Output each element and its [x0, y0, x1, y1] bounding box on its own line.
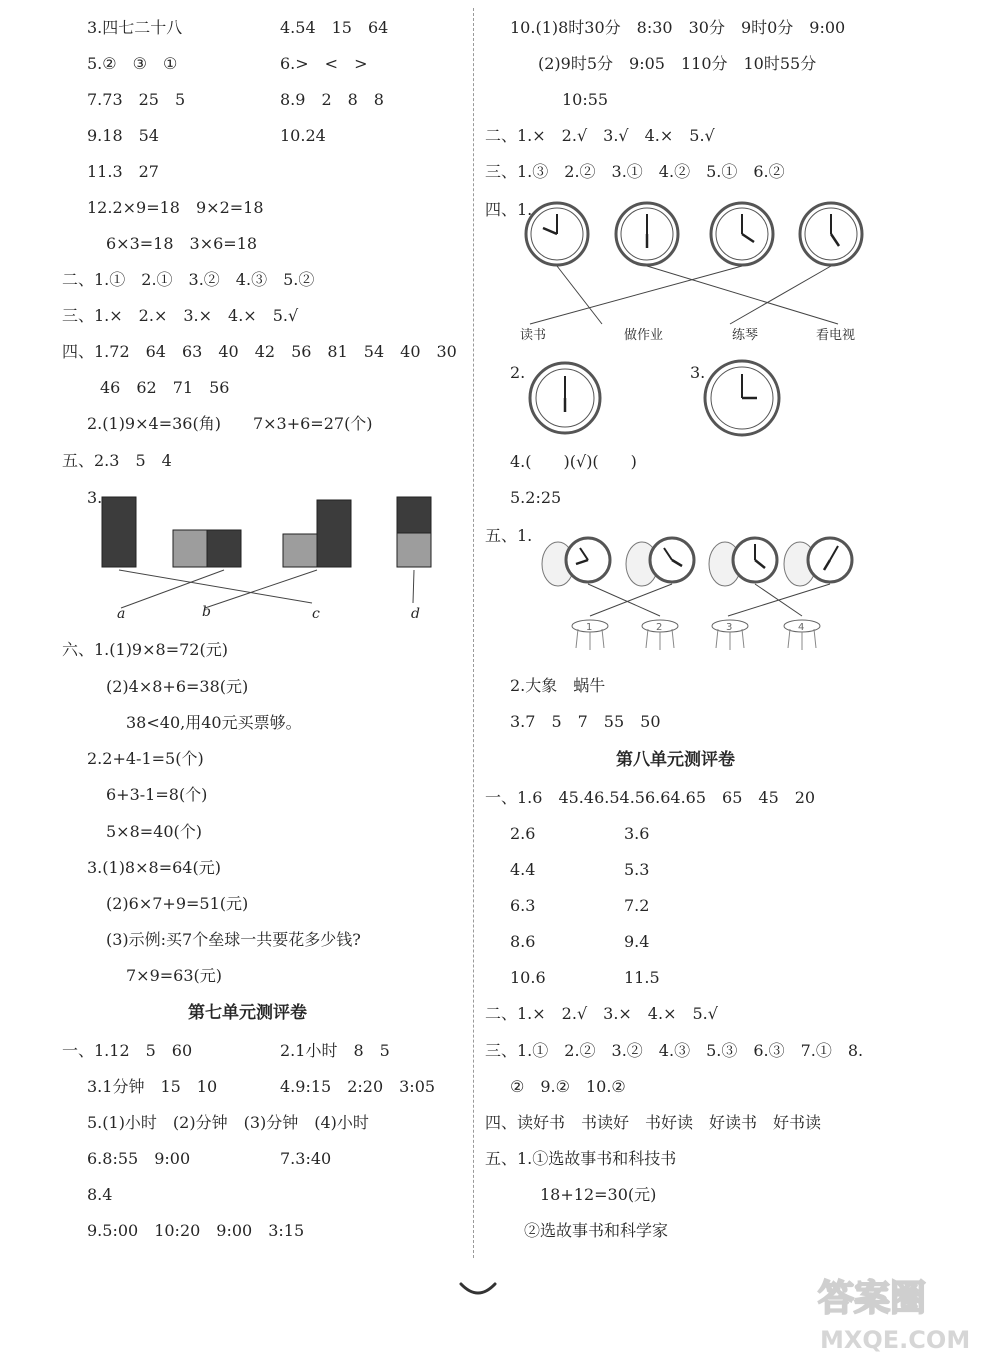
answer-line: 3.(1)8×8=64(元) [87, 858, 221, 877]
answer-line: 2.(1)9×4=36(角) 7×3+6=27(个) [87, 414, 373, 433]
bar-letter: a [117, 606, 126, 622]
clock-icon [526, 203, 588, 265]
answer-line: 四、1.72 64 63 40 42 56 81 54 40 30 [62, 342, 457, 361]
svg-text:MXQE.COM: MXQE.COM [820, 1326, 971, 1354]
match-line [647, 266, 838, 324]
answer-line: 10:55 [562, 90, 609, 109]
bar-c-left [283, 534, 317, 567]
answer-line: 8.6 [510, 932, 536, 951]
bar-d-bottom [397, 533, 431, 567]
answer-line: 7.73 25 5 [87, 90, 186, 109]
match-line [590, 584, 672, 616]
match-line [588, 584, 660, 616]
answer-line: 4.( )(√)( ) [510, 452, 637, 471]
bar-matching-figure [95, 490, 445, 630]
answer-line: ②选故事书和科学家 [524, 1221, 669, 1240]
animal-clock-icon [784, 538, 852, 586]
answer-line: 10.(1)8时30分 8:30 30分 9时0分 9:00 [510, 18, 846, 37]
answer-line: 一、1.6 45.46.54.56.64.65 65 45 20 [485, 788, 816, 807]
question-number: 五、1. [485, 526, 533, 545]
answer-line: 二、1.× 2.√ 3.× 4.× 5.√ [485, 1004, 718, 1023]
stool-icon [784, 620, 820, 650]
answer-line: 六、1.(1)9×8=72(元) [62, 640, 228, 659]
answer-line: (2)4×8+6=38(元) [106, 677, 249, 696]
clock-icon [527, 360, 603, 436]
answer-line: 6.8:55 9:00 [87, 1149, 191, 1168]
svg-text:1: 1 [586, 622, 593, 633]
answer-line: 12.2×9=18 9×2=18 [87, 198, 264, 217]
svg-text:答案圈: 答案圈 [818, 1278, 927, 1319]
answer-line: 三、1.① 2.② 3.② 4.③ 5.③ 6.③ 7.① 8. [485, 1041, 864, 1060]
clock-icon [702, 358, 782, 438]
answer-line: 五、2.3 5 4 [62, 451, 172, 470]
answer-line: 5.② ③ ① [87, 54, 178, 73]
answer-line: 5.2:25 [510, 488, 562, 507]
activity-label: 看电视 [816, 328, 856, 343]
bar-letter: c [312, 606, 320, 622]
answer-line: 7.2 [624, 896, 650, 915]
answer-line: 4.9:15 2:20 3:05 [280, 1077, 436, 1096]
stool-icon [572, 620, 608, 650]
bar-letter: b [202, 604, 211, 620]
question-number: 四、1. [485, 200, 533, 219]
answer-line: 18+12=30(元) [540, 1185, 657, 1204]
answer-line: 一、1.12 5 60 [62, 1041, 193, 1060]
answer-line: 7.3:40 [280, 1149, 332, 1168]
answer-line: 11.5 [624, 968, 660, 987]
answer-line: 三、1.× 2.× 3.× 4.× 5.√ [62, 306, 299, 325]
svg-text:3: 3 [726, 622, 733, 633]
answer-line: 9.4 [624, 932, 650, 951]
answer-line: 3.四七二十八 [87, 18, 183, 37]
answer-line: 8.9 2 8 8 [280, 90, 384, 109]
activity-label: 读书 [520, 328, 547, 343]
clock-matching-figure [520, 196, 880, 346]
watermark-logo-icon [808, 1268, 993, 1358]
answer-line: 5×8=40(个) [106, 822, 203, 841]
answer-line: 5.3 [624, 860, 650, 879]
answer-line: 46 62 71 56 [100, 378, 230, 397]
svg-text:4: 4 [798, 622, 805, 633]
match-line [121, 570, 224, 608]
column-divider [473, 8, 474, 1258]
answer-line: 6×3=18 3×6=18 [106, 234, 258, 253]
bar-letter: d [411, 606, 420, 622]
stool-icon [642, 620, 678, 650]
match-line [728, 584, 830, 616]
activity-label: 练琴 [732, 328, 759, 343]
answer-line: 4.54 15 64 [280, 18, 389, 37]
answer-line: (2)9时5分 9:05 110分 10时55分 [538, 54, 817, 73]
answer-line: 38<40,用40元买票够。 [126, 713, 302, 732]
answer-line: 8.4 [87, 1185, 113, 1204]
answer-line: 2.大象 蜗牛 [510, 676, 606, 695]
answer-line: 2.1小时 8 5 [280, 1041, 390, 1060]
answer-line: 10.6 [510, 968, 546, 987]
answer-line: 5.(1)小时 (2)分钟 (3)分钟 (4)小时 [87, 1113, 369, 1132]
animal-clock-icon [709, 538, 777, 586]
answer-line: 9.18 54 [87, 126, 159, 145]
match-line [205, 570, 317, 608]
bar-b-left [173, 530, 207, 567]
question-number: 3. [87, 488, 103, 507]
answer-line: 7×9=63(元) [126, 966, 223, 985]
bar-d-top [397, 497, 431, 533]
clock-icon [711, 203, 773, 265]
activity-label: 做作业 [624, 328, 664, 343]
animal-clock-icon [542, 538, 610, 586]
clock-icon [616, 203, 678, 265]
answer-line: 6.> < > [280, 54, 368, 73]
match-line [730, 266, 831, 324]
answer-line: 11.3 27 [87, 162, 159, 181]
answer-line: 2.2+4-1=5(个) [87, 749, 204, 768]
answer-line: 四、读好书 书读好 书好读 好读书 好书读 [485, 1113, 822, 1132]
bar-b-right [207, 530, 241, 567]
bar-c-right [317, 500, 351, 567]
match-line [557, 266, 602, 324]
animal-clock-icon [626, 538, 694, 586]
answer-line: 3.7 5 7 55 50 [510, 712, 661, 731]
answer-line: 五、1.①选故事书和科技书 [485, 1149, 677, 1168]
chevron-down-icon [458, 1280, 498, 1300]
unit7-title: 第七单元测评卷 [188, 1003, 307, 1023]
answer-line: 3.1分钟 15 10 [87, 1077, 218, 1096]
answer-line: 二、1.① 2.① 3.② 4.③ 5.② [62, 270, 315, 289]
answer-line: 3.6 [624, 824, 650, 843]
match-line [413, 570, 414, 603]
answer-line: ② 9.② 10.② [510, 1077, 626, 1096]
bar-a [102, 497, 136, 567]
question-number: 2. [510, 363, 526, 382]
animal-clock-matching-figure [530, 528, 870, 658]
answer-line: 三、1.③ 2.② 3.① 4.② 5.① 6.② [485, 162, 785, 181]
clock-icon [800, 203, 862, 265]
answer-line: (2)6×7+9=51(元) [106, 894, 249, 913]
question-number: 3. [690, 363, 706, 382]
svg-text:2: 2 [656, 622, 663, 633]
stool-icon [712, 620, 748, 650]
match-line [530, 266, 742, 324]
answer-line: 2.6 [510, 824, 536, 843]
answer-line: (3)示例:买7个垒球一共要花多少钱? [106, 930, 361, 949]
answer-line: 6+3-1=8(个) [106, 785, 208, 804]
answer-line: 4.4 [510, 860, 536, 879]
answer-line: 10.24 [280, 126, 326, 145]
answer-line: 二、1.× 2.√ 3.√ 4.× 5.√ [485, 126, 715, 145]
answer-line: 9.5:00 10:20 9:00 3:15 [87, 1221, 305, 1240]
answer-line: 6.3 [510, 896, 536, 915]
unit8-title: 第八单元测评卷 [616, 750, 735, 770]
